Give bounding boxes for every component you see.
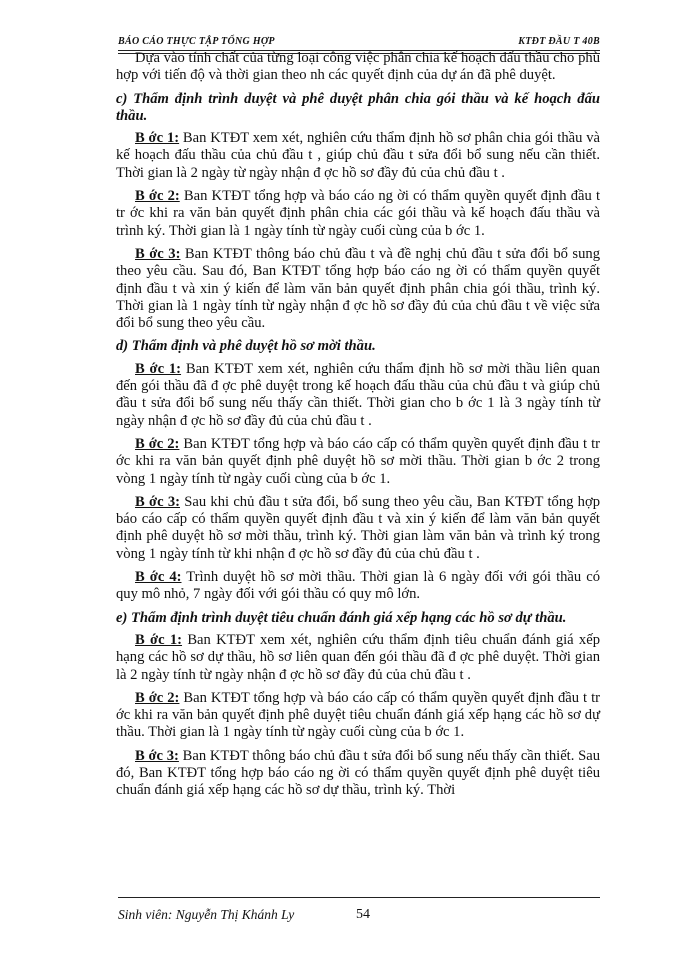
footer-student-name: Sinh viên: Nguyễn Thị Khánh Ly <box>118 907 295 922</box>
body-paragraph: Dựa vào tính chất của từng loại công việc phân chia kế hoạch đấu thầu cho phù hợp với tiến độ và thời gian theo nh các quyết định của dự án đã phê duyệt. <box>116 50 600 84</box>
step-label: B ớc 4: <box>135 569 182 586</box>
step-paragraph <box>116 130 600 182</box>
step-text: Ban KTĐT tổng hợp và báo cáo cấp có thẩm quyền quyết định đầu t tr ớc khi ra văn bản quyết định phê duyệt hồ sơ mời thầu. Thời gian b ớc 2 trong vòng 1 ngày tính từ ngày cuối cùng của b ớc 1. <box>116 435 600 487</box>
step-text: Ban KTĐT thông báo chủ đầu t sửa đổi bổ sung nếu thấy cần thiết. Sau đó, Ban KTĐT tổng hợp báo cáo ng ời có thẩm quyền quyết định phê duyệt tiêu chuẩn đánh giá xếp hạng các hồ sơ dự thầu, trình ký. Thời <box>116 747 600 799</box>
section-heading: c) Thẩm định trình duyệt và phê duyệt phân chia gói thầu và kế hoạch đấu thầu. <box>116 90 600 124</box>
document-body <box>116 50 600 806</box>
step-label: B ớc 2: <box>135 689 180 706</box>
step-text: Ban KTĐT xem xét, nghiên cứu thẩm định hồ sơ mời thầu liên quan đến gói thầu đã đ ợc phê duyệt trong kế hoạch đấu thầu của chủ đầu t và giúp chủ đầu t sửa đổi bổ sung nếu thấy cần thiết. Thời gian cho b ớc 1 là 3 ngày tính từ ngày nhận đ ợc hồ sơ đầy đủ của chủ đầu t . <box>116 360 600 429</box>
step-paragraph <box>116 569 600 604</box>
step-paragraph <box>116 361 600 430</box>
header-report-title: BÁO CÁO THỰC TẬP TỔNG HỢP <box>118 36 275 47</box>
step-paragraph <box>116 436 600 488</box>
step-text: Ban KTĐT xem xét, nghiên cứu thẩm định hồ sơ phân chia gói thầu và kế hoạch đấu thầu của chủ đầu t , giúp chủ đầu t sửa đổi bổ sung nếu cần thiết. Thời gian là 2 ngày từ ngày nhận đ ợc hồ sơ đầy đủ của chủ đầu t . <box>116 130 600 181</box>
step-label: B ớc 3: <box>135 747 179 764</box>
step-paragraph <box>116 748 600 800</box>
step-text: Sau khi chủ đầu t sửa đổi, bổ sung theo yêu cầu, Ban KTĐT tổng hợp báo cáo cấp có thẩm quyền quyết định đầu t và xin ý kiến để làm văn bản quyết định phê duyệt hồ sơ mời thầu, trình ký. Thời gian làm văn bản và trình ký trong vòng 1 ngày tính từ khi nhận đ ợc hồ sơ đầy đủ của chủ đầu t . <box>116 493 600 562</box>
page-footer <box>118 897 600 927</box>
section-heading: d) Thẩm định và phê duyệt hồ sơ mời thầu. <box>116 338 376 355</box>
step-text: Ban KTĐT tổng hợp và báo cáo ng ời có thẩm quyền quyết định đầu t tr ớc khi ra văn bản quyết định phân chia các gói thầu và kế hoạch đấu thầu và trình ký. Thời gian là 1 ngày tính từ ngày cuối cùng của b ớc 1. <box>116 188 600 239</box>
step-label: B ớc 1: <box>135 631 183 648</box>
step-label: B ớc 3: <box>135 245 181 262</box>
step-label: B ớc 2: <box>135 435 180 452</box>
footer-rule <box>118 897 600 898</box>
section-heading: e) Thẩm định trình duyệt tiêu chuẩn đánh giá xếp hạng các hồ sơ dự thầu. <box>116 609 567 626</box>
step-paragraph <box>116 494 600 563</box>
step-label: B ớc 2: <box>135 188 180 205</box>
step-text: Trình duyệt hồ sơ mời thầu. Thời gian là 6 ngày đối với gói thầu có quy mô nhỏ, 7 ngày đối với gói thầu có quy mô lớn. <box>116 569 600 603</box>
step-label: B ớc 1: <box>135 130 180 147</box>
step-paragraph <box>116 188 600 240</box>
step-text: Ban KTĐT tổng hợp và báo cáo cấp có thẩm quyền quyết định đầu t tr ớc khi ra văn bản quyết định phê duyệt tiêu chuẩn đánh giá xếp hạng các hồ sơ dự thầu. Thời gian là 1 ngày tính từ ngày cuối cùng của b ớc 1. <box>116 689 600 741</box>
step-label: B ớc 1: <box>135 360 182 377</box>
step-paragraph <box>116 690 600 742</box>
header-class-label: KTĐT ĐẦU T 40B <box>518 36 600 47</box>
page-header <box>118 30 600 52</box>
step-paragraph <box>116 632 600 684</box>
page-number: 54 <box>356 907 370 922</box>
step-text: Ban KTĐT xem xét, nghiên cứu thẩm định tiêu chuẩn đánh giá xếp hạng các hồ sơ dự thầu, hồ sơ liên quan đến gói thầu đã đ ợc phê duyệt. Thời gian là 2 ngày tính từ ngày nhận đ ợc hồ sơ đầy đủ của chủ đầu t . <box>116 631 601 683</box>
step-text: Ban KTĐT thông báo chủ đầu t và đề nghị chủ đầu t sửa đổi bổ sung theo yêu cầu. Sau đó, Ban KTĐT tổng hợp báo cáo ng ời có thẩm quyền quyết định đầu t và xin ý kiến để làm văn bản quyết định phân chia gói thầu, trình ký. Thời gian là 1 ngày tính từ ngày nhận đ ợc hồ sơ đầy đủ của chủ đầu t về việc sửa đổi bổ sung theo yêu cầu. <box>116 245 600 332</box>
step-paragraph <box>116 246 600 332</box>
step-label: B ớc 3: <box>135 493 180 510</box>
